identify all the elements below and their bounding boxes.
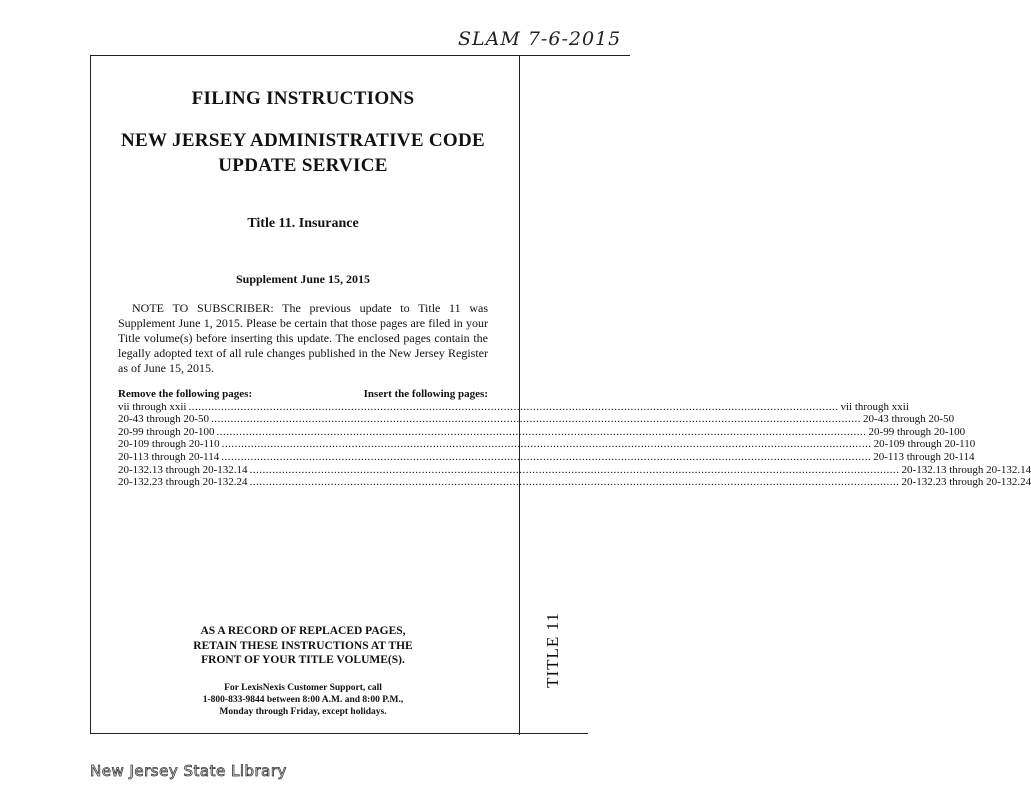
code-subtitle: UPDATE SERVICE: [218, 155, 388, 176]
remove-pages-cell: vii through xxii: [118, 400, 187, 413]
pages-table: [118, 388, 1031, 489]
record-notice: [118, 624, 488, 668]
insert-pages-cell: 20-113 through 20-114: [873, 450, 975, 463]
document-body: [118, 88, 1031, 489]
supplement-date: Supplement June 15, 2015: [235, 272, 371, 286]
table-row: [118, 450, 975, 464]
table-row: [118, 463, 1031, 477]
insert-pages-cell: 20-109 through 20-110: [873, 438, 976, 451]
pages-table-body: [118, 400, 1031, 489]
insert-pages-cell: 20-99 through 20-100: [868, 425, 966, 438]
remove-pages-header: Remove the following pages:: [118, 388, 253, 400]
library-watermark: New Jersey State Library: [90, 762, 287, 780]
insert-pages-cell: 20-43 through 20-50: [863, 413, 955, 426]
table-row: [118, 400, 909, 414]
remove-pages-cell: 20-109 through 20-110: [118, 438, 220, 451]
insert-pages-cell: vii through xxii: [840, 400, 909, 413]
table-row: [118, 413, 955, 426]
insert-pages-cell: 20-132.13 through 20-132.14: [901, 463, 1031, 476]
filing-instructions-title: FILING INSTRUCTIONS: [191, 88, 415, 109]
remove-pages-cell: 20-43 through 20-50: [118, 413, 210, 426]
remove-pages-cell: 20-132.13 through 20-132.14: [118, 463, 248, 476]
table-row: [118, 438, 976, 451]
insert-pages-header: Insert the following pages:: [363, 388, 488, 400]
record-notice-line: AS A RECORD OF REPLACED PAGES,: [200, 625, 406, 637]
record-notice-line: RETAIN THESE INSTRUCTIONS AT THE: [193, 639, 413, 652]
dot-leader: ........................................................................................................................................................................................................: [221, 438, 872, 451]
title-tab: [519, 590, 587, 710]
table-row: [118, 476, 1031, 489]
dot-leader: ........................................................................................................................................................................................................: [221, 450, 872, 463]
dot-leader: ........................................................................................................................................................................................................: [211, 413, 862, 426]
handwritten-note: SLAM 7-6-2015: [458, 28, 622, 50]
dot-leader: ........................................................................................................................................................................................................: [188, 400, 839, 413]
dot-leader: ........................................................................................................................................................................................................: [249, 463, 900, 476]
remove-pages-cell: 20-99 through 20-100: [118, 425, 215, 438]
support-hours-line: Monday through Friday, except holidays.: [219, 707, 387, 717]
subscriber-note: NOTE TO SUBSCRIBER: The previous update to Title 11 was Supplement June 1, 2015. Please be certain that those pages are filed in your Title volume(s) before inserting this update. The enclosed pages contain the legally adopted text of all rule changes published in the New Jersey Register as of June 15, 2015.: [118, 301, 488, 375]
pages-table-header: [118, 388, 488, 401]
remove-pages-cell: 20-132.23 through 20-132.24: [118, 476, 248, 489]
customer-support-info: [118, 682, 488, 718]
record-notice-line: FRONT OF YOUR TITLE VOLUME(S).: [201, 654, 405, 666]
title-tab-label: TITLE 11: [543, 612, 563, 688]
insert-pages-cell: 20-132.23 through 20-132.24: [901, 476, 1031, 489]
title-subject: Title 11. Insurance: [247, 216, 359, 231]
support-line: For LexisNexis Customer Support, call: [224, 683, 382, 693]
remove-pages-cell: 20-113 through 20-114: [118, 450, 220, 463]
table-row: [118, 425, 966, 439]
dot-leader: ........................................................................................................................................................................................................: [216, 425, 867, 438]
dot-leader: ........................................................................................................................................................................................................: [249, 476, 900, 489]
support-phone-line: 1-800-833-9844 between 8:00 A.M. and 8:00 P.M.,: [202, 695, 404, 705]
code-title: NEW JERSEY ADMINISTRATIVE CODE: [121, 130, 485, 151]
